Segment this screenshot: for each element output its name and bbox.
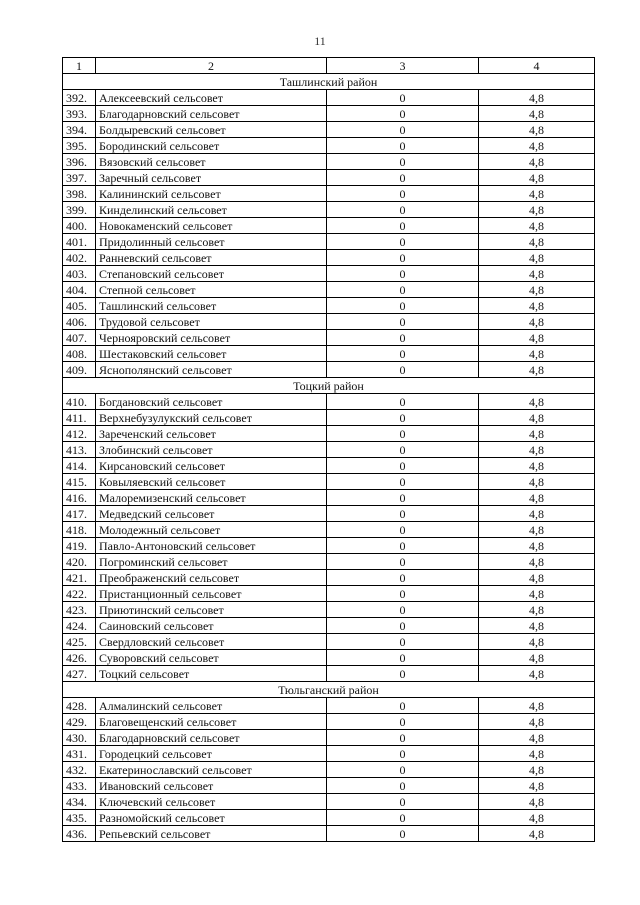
district-section-row (63, 378, 595, 394)
value-col3: 0 (327, 218, 479, 234)
row-number: 434. (63, 794, 96, 810)
settlement-name: Верхнебузулукский сельсовет (96, 410, 327, 426)
value-col3: 0 (327, 314, 479, 330)
column-number-row (63, 58, 595, 74)
value-col3: 0 (327, 234, 479, 250)
row-number: 420. (63, 554, 96, 570)
settlement-name: Ковыляевский сельсовет (96, 474, 327, 490)
row-number: 402. (63, 250, 96, 266)
value-col4: 4,8 (479, 122, 595, 138)
row-number: 408. (63, 346, 96, 362)
row-number: 416. (63, 490, 96, 506)
value-col3: 0 (327, 202, 479, 218)
table-row (63, 218, 595, 234)
value-col4: 4,8 (479, 506, 595, 522)
value-col4: 4,8 (479, 298, 595, 314)
settlement-name: Погроминский сельсовет (96, 554, 327, 570)
value-col4: 4,8 (479, 554, 595, 570)
settlement-name: Алмалинский сельсовет (96, 698, 327, 714)
row-number: 418. (63, 522, 96, 538)
row-number: 424. (63, 618, 96, 634)
settlement-name: Кинделинский сельсовет (96, 202, 327, 218)
table-row (63, 106, 595, 122)
table-row (63, 650, 595, 666)
row-number: 397. (63, 170, 96, 186)
row-number: 426. (63, 650, 96, 666)
value-col4: 4,8 (479, 586, 595, 602)
table-row (63, 442, 595, 458)
value-col4: 4,8 (479, 570, 595, 586)
row-number: 399. (63, 202, 96, 218)
value-col4: 4,8 (479, 218, 595, 234)
value-col4: 4,8 (479, 442, 595, 458)
value-col3: 0 (327, 266, 479, 282)
value-col3: 0 (327, 138, 479, 154)
value-col3: 0 (327, 698, 479, 714)
settlement-name: Екатеринославский сельсовет (96, 762, 327, 778)
value-col4: 4,8 (479, 362, 595, 378)
table-row (63, 410, 595, 426)
value-col3: 0 (327, 90, 479, 106)
row-number: 394. (63, 122, 96, 138)
settlement-name: Заречный сельсовет (96, 170, 327, 186)
settlement-name: Зареченский сельсовет (96, 426, 327, 442)
settlement-name: Пристанционный сельсовет (96, 586, 327, 602)
value-col4: 4,8 (479, 394, 595, 410)
settlement-name: Городецкий сельсовет (96, 746, 327, 762)
value-col3: 0 (327, 474, 479, 490)
settlement-name: Яснополянский сельсовет (96, 362, 327, 378)
table-row (63, 538, 595, 554)
settlement-name: Благодарновский сельсовет (96, 106, 327, 122)
table-row (63, 602, 595, 618)
row-number: 414. (63, 458, 96, 474)
row-number: 412. (63, 426, 96, 442)
settlement-name: Медведский сельсовет (96, 506, 327, 522)
value-col4: 4,8 (479, 538, 595, 554)
value-col4: 4,8 (479, 762, 595, 778)
value-col3: 0 (327, 650, 479, 666)
table-row (63, 234, 595, 250)
table-row (63, 298, 595, 314)
settlement-name: Ключевский сельсовет (96, 794, 327, 810)
table-row (63, 522, 595, 538)
value-col4: 4,8 (479, 90, 595, 106)
row-number: 422. (63, 586, 96, 602)
row-number: 406. (63, 314, 96, 330)
table-row (63, 330, 595, 346)
value-col4: 4,8 (479, 330, 595, 346)
settlement-name: Благовещенский сельсовет (96, 714, 327, 730)
value-col3: 0 (327, 714, 479, 730)
settlement-name: Ташлинский сельсовет (96, 298, 327, 314)
table-row (63, 250, 595, 266)
settlement-name: Благодарновский сельсовет (96, 730, 327, 746)
value-col3: 0 (327, 282, 479, 298)
settlement-name: Тоцкий сельсовет (96, 666, 327, 682)
settlement-name: Придолинный сельсовет (96, 234, 327, 250)
table-row (63, 186, 595, 202)
value-col4: 4,8 (479, 714, 595, 730)
value-col3: 0 (327, 170, 479, 186)
value-col3: 0 (327, 634, 479, 650)
value-col4: 4,8 (479, 730, 595, 746)
value-col4: 4,8 (479, 346, 595, 362)
settlement-name: Ранневский сельсовет (96, 250, 327, 266)
value-col4: 4,8 (479, 426, 595, 442)
table-row (63, 794, 595, 810)
value-col4: 4,8 (479, 106, 595, 122)
value-col3: 0 (327, 618, 479, 634)
settlement-name: Свердловский сельсовет (96, 634, 327, 650)
row-number: 407. (63, 330, 96, 346)
row-number: 433. (63, 778, 96, 794)
value-col4: 4,8 (479, 138, 595, 154)
column-number: 2 (96, 58, 327, 74)
settlement-name: Болдыревский сельсовет (96, 122, 327, 138)
table-row (63, 778, 595, 794)
settlement-name: Репьевский сельсовет (96, 826, 327, 842)
value-col3: 0 (327, 154, 479, 170)
settlement-name: Молодежный сельсовет (96, 522, 327, 538)
row-number: 415. (63, 474, 96, 490)
district-title: Тюльганский район (63, 682, 595, 698)
value-col3: 0 (327, 730, 479, 746)
row-number: 427. (63, 666, 96, 682)
value-col3: 0 (327, 362, 479, 378)
table-row (63, 666, 595, 682)
row-number: 413. (63, 442, 96, 458)
settlement-name: Бородинский сельсовет (96, 138, 327, 154)
district-section-row (63, 74, 595, 90)
table-row (63, 474, 595, 490)
settlement-name: Трудовой сельсовет (96, 314, 327, 330)
value-col4: 4,8 (479, 746, 595, 762)
row-number: 411. (63, 410, 96, 426)
settlement-name: Алексеевский сельсовет (96, 90, 327, 106)
row-number: 403. (63, 266, 96, 282)
column-number: 4 (479, 58, 595, 74)
value-col3: 0 (327, 442, 479, 458)
value-col4: 4,8 (479, 650, 595, 666)
settlement-name: Калининский сельсовет (96, 186, 327, 202)
table-row (63, 634, 595, 650)
settlement-name: Разномойский сельсовет (96, 810, 327, 826)
value-col3: 0 (327, 394, 479, 410)
value-col4: 4,8 (479, 826, 595, 842)
table-row (63, 362, 595, 378)
value-col4: 4,8 (479, 314, 595, 330)
table-row (63, 714, 595, 730)
table-row (63, 122, 595, 138)
row-number: 428. (63, 698, 96, 714)
value-col3: 0 (327, 506, 479, 522)
value-col4: 4,8 (479, 266, 595, 282)
value-col3: 0 (327, 106, 479, 122)
row-number: 404. (63, 282, 96, 298)
table-row (63, 394, 595, 410)
column-number: 1 (63, 58, 96, 74)
value-col3: 0 (327, 522, 479, 538)
value-col4: 4,8 (479, 474, 595, 490)
value-col4: 4,8 (479, 778, 595, 794)
value-col4: 4,8 (479, 458, 595, 474)
page-number: 11 (314, 34, 326, 48)
row-number: 417. (63, 506, 96, 522)
value-col4: 4,8 (479, 810, 595, 826)
value-col4: 4,8 (479, 666, 595, 682)
row-number: 409. (63, 362, 96, 378)
table-row (63, 266, 595, 282)
row-number: 400. (63, 218, 96, 234)
table-row (63, 346, 595, 362)
table-row (63, 698, 595, 714)
value-col3: 0 (327, 586, 479, 602)
value-col4: 4,8 (479, 794, 595, 810)
row-number: 410. (63, 394, 96, 410)
value-col3: 0 (327, 330, 479, 346)
settlement-name: Шестаковский сельсовет (96, 346, 327, 362)
value-col3: 0 (327, 602, 479, 618)
table-row (63, 282, 595, 298)
table-row (63, 586, 595, 602)
settlement-name: Новокаменский сельсовет (96, 218, 327, 234)
value-col4: 4,8 (479, 234, 595, 250)
data-table (62, 57, 595, 842)
table-row (63, 746, 595, 762)
table-row (63, 554, 595, 570)
settlement-name: Степановский сельсовет (96, 266, 327, 282)
table-row (63, 170, 595, 186)
row-number: 392. (63, 90, 96, 106)
settlement-name: Малоремизенский сельсовет (96, 490, 327, 506)
row-number: 425. (63, 634, 96, 650)
value-col3: 0 (327, 346, 479, 362)
value-col3: 0 (327, 570, 479, 586)
value-col3: 0 (327, 778, 479, 794)
row-number: 431. (63, 746, 96, 762)
value-col4: 4,8 (479, 250, 595, 266)
row-number: 429. (63, 714, 96, 730)
row-number: 423. (63, 602, 96, 618)
value-col3: 0 (327, 122, 479, 138)
row-number: 430. (63, 730, 96, 746)
value-col3: 0 (327, 794, 479, 810)
value-col4: 4,8 (479, 634, 595, 650)
table-row (63, 202, 595, 218)
row-number: 395. (63, 138, 96, 154)
settlement-name: Суворовский сельсовет (96, 650, 327, 666)
value-col4: 4,8 (479, 522, 595, 538)
value-col4: 4,8 (479, 154, 595, 170)
table-body (63, 58, 595, 842)
row-number: 393. (63, 106, 96, 122)
value-col4: 4,8 (479, 490, 595, 506)
table-row (63, 810, 595, 826)
table-row (63, 154, 595, 170)
settlement-name: Приютинский сельсовет (96, 602, 327, 618)
district-title: Тоцкий район (63, 378, 595, 394)
table-row (63, 490, 595, 506)
table-row (63, 458, 595, 474)
value-col3: 0 (327, 746, 479, 762)
value-col3: 0 (327, 554, 479, 570)
settlement-name: Преображенский сельсовет (96, 570, 327, 586)
settlement-name: Саиновский сельсовет (96, 618, 327, 634)
row-number: 432. (63, 762, 96, 778)
settlement-name: Степной сельсовет (96, 282, 327, 298)
value-col3: 0 (327, 538, 479, 554)
row-number: 401. (63, 234, 96, 250)
value-col4: 4,8 (479, 202, 595, 218)
value-col4: 4,8 (479, 170, 595, 186)
value-col4: 4,8 (479, 618, 595, 634)
row-number: 435. (63, 810, 96, 826)
table-row (63, 826, 595, 842)
table-row (63, 426, 595, 442)
table-row (63, 138, 595, 154)
table-row (63, 506, 595, 522)
table-row (63, 762, 595, 778)
value-col3: 0 (327, 410, 479, 426)
row-number: 436. (63, 826, 96, 842)
settlement-name: Павло-Антоновский сельсовет (96, 538, 327, 554)
settlement-name: Злобинский сельсовет (96, 442, 327, 458)
district-title: Ташлинский район (63, 74, 595, 90)
settlement-name: Кирсановский сельсовет (96, 458, 327, 474)
value-col3: 0 (327, 186, 479, 202)
value-col3: 0 (327, 298, 479, 314)
value-col3: 0 (327, 810, 479, 826)
row-number: 398. (63, 186, 96, 202)
value-col3: 0 (327, 490, 479, 506)
value-col3: 0 (327, 250, 479, 266)
table-row (63, 618, 595, 634)
value-col3: 0 (327, 426, 479, 442)
value-col3: 0 (327, 458, 479, 474)
value-col4: 4,8 (479, 282, 595, 298)
settlement-name: Чернояровский сельсовет (96, 330, 327, 346)
settlement-name: Вязовский сельсовет (96, 154, 327, 170)
table-row (63, 90, 595, 106)
district-section-row (63, 682, 595, 698)
settlement-name: Ивановский сельсовет (96, 778, 327, 794)
row-number: 405. (63, 298, 96, 314)
table-row (63, 570, 595, 586)
row-number: 421. (63, 570, 96, 586)
settlement-name: Богдановский сельсовет (96, 394, 327, 410)
row-number: 396. (63, 154, 96, 170)
table-row (63, 730, 595, 746)
value-col3: 0 (327, 762, 479, 778)
value-col4: 4,8 (479, 186, 595, 202)
value-col3: 0 (327, 666, 479, 682)
value-col4: 4,8 (479, 698, 595, 714)
column-number: 3 (327, 58, 479, 74)
row-number: 419. (63, 538, 96, 554)
table-row (63, 314, 595, 330)
value-col3: 0 (327, 826, 479, 842)
value-col4: 4,8 (479, 602, 595, 618)
value-col4: 4,8 (479, 410, 595, 426)
